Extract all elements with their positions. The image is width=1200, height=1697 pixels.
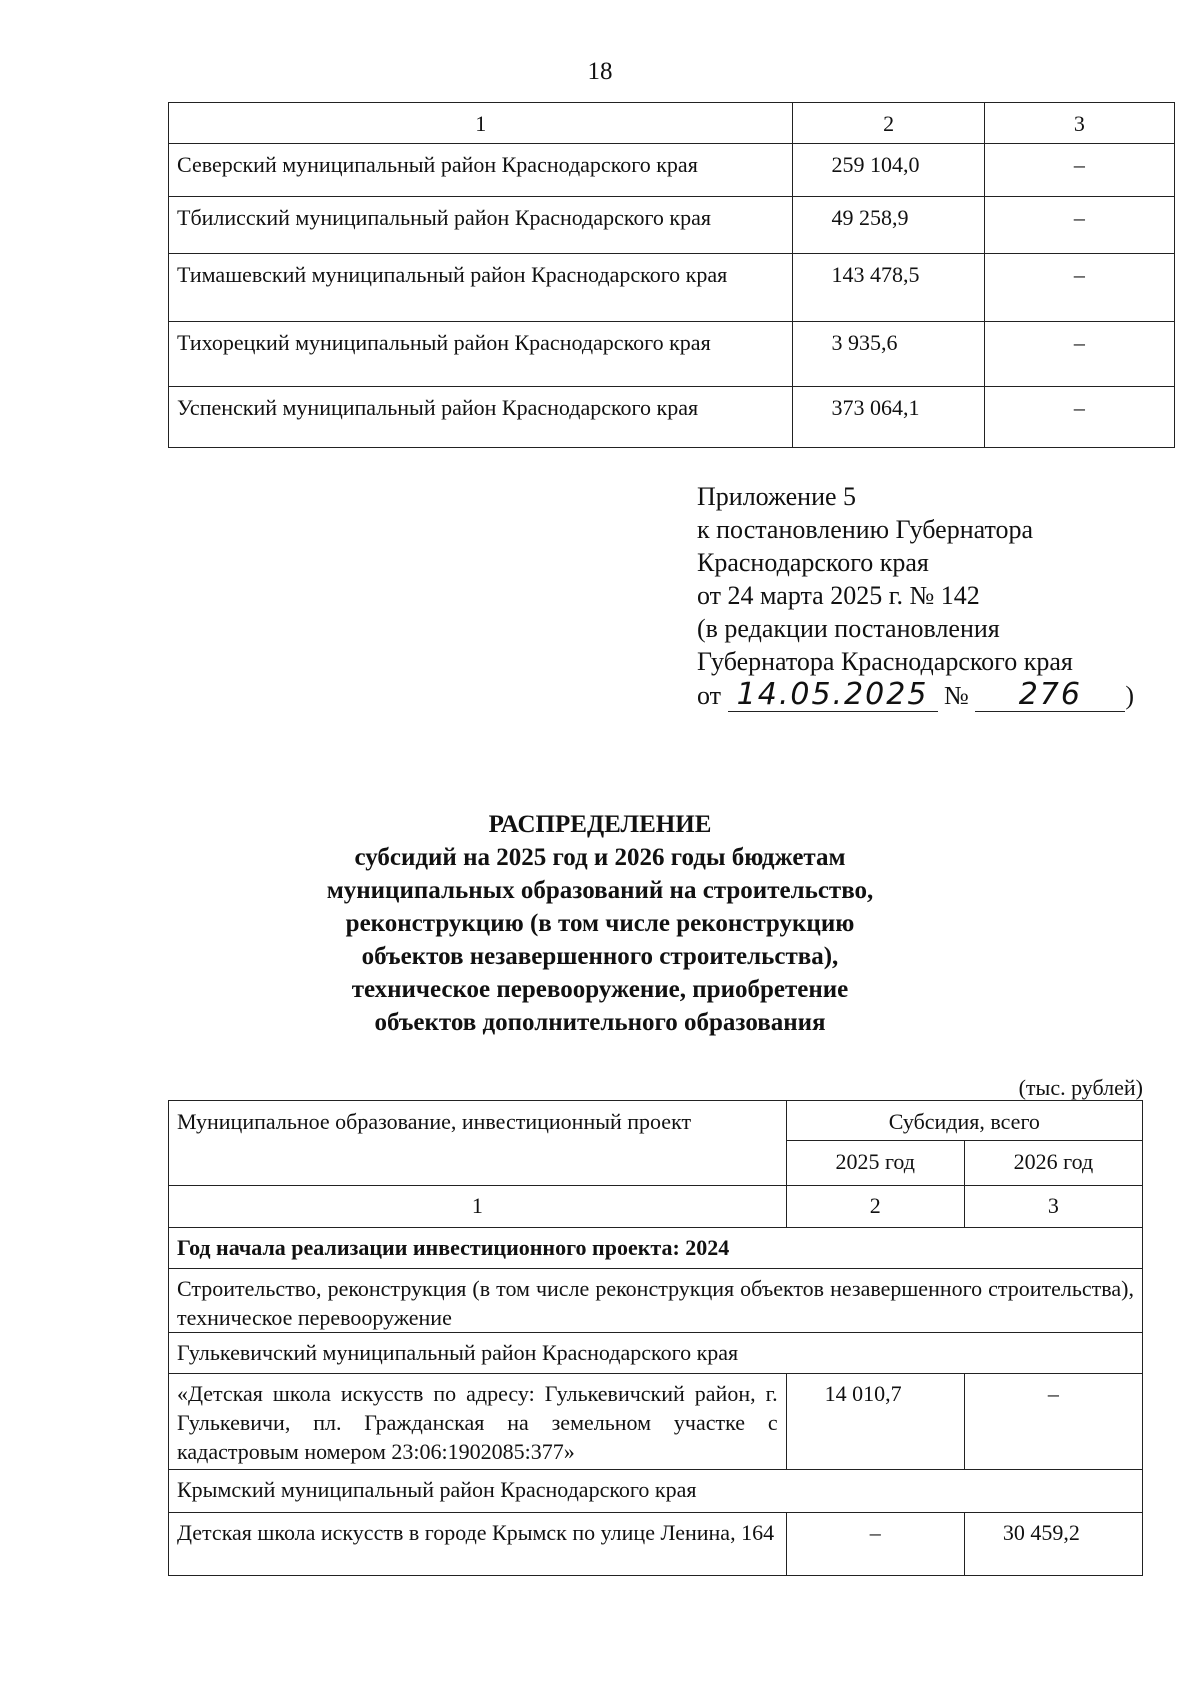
column-number-2: 2 xyxy=(793,103,984,144)
subsidy-2026: – xyxy=(984,387,1174,448)
group-row xyxy=(169,1470,1143,1513)
title-line: объектов незавершенного строительства), xyxy=(361,943,839,970)
subsidy-2026: – xyxy=(984,197,1174,254)
group-row xyxy=(169,1333,1143,1374)
title-line: техническое перевооружение, приобретение xyxy=(351,976,849,1003)
column-number-1: 1 xyxy=(169,1186,787,1228)
column-number-3: 3 xyxy=(964,1186,1142,1228)
column-header-municipality: Муниципальное образование, инвестиционный проект xyxy=(169,1101,787,1186)
subsection-row xyxy=(169,1269,1143,1333)
subsidy-2026: 30 459,2 xyxy=(964,1513,1142,1576)
subsidy-2025: 49 258,9 xyxy=(793,197,984,254)
section-title: Год начала реализации инвестиционного проекта: 2024 xyxy=(169,1228,1143,1269)
handwritten-number: 276 xyxy=(975,678,1125,712)
table-row xyxy=(169,254,1175,322)
table-row xyxy=(169,322,1175,387)
table-row xyxy=(169,1374,1143,1470)
closing-paren: ) xyxy=(1125,681,1135,710)
group-title: Гулькевичский муниципальный район Краснодарского края xyxy=(169,1333,1143,1374)
title-line: субсидий на 2025 год и 2026 годы бюджетам xyxy=(354,844,846,871)
subsidy-2026: – xyxy=(984,322,1174,387)
district-name: Северский муниципальный район Краснодарского края xyxy=(169,144,793,197)
subsidy-2026: – xyxy=(984,254,1174,322)
subsidy-2026: – xyxy=(964,1374,1142,1470)
table-row xyxy=(169,144,1175,197)
subsidy-2025: – xyxy=(786,1513,964,1576)
subsidy-2025: 14 010,7 xyxy=(786,1374,964,1470)
subsidy-2025: 373 064,1 xyxy=(793,387,984,448)
title-heading: РАСПРЕДЕЛЕНИЕ xyxy=(488,811,712,838)
units-label: (тыс. рублей) xyxy=(1018,1075,1143,1100)
column-header-2025: 2025 год xyxy=(786,1141,964,1186)
continuation-table xyxy=(168,102,1175,448)
distribution-table xyxy=(168,1100,1143,1576)
district-name: Успенский муниципальный район Краснодарского края xyxy=(169,387,793,448)
appendix-line: Краснодарского края xyxy=(697,548,929,577)
from-label: от xyxy=(697,681,722,710)
appendix-line: от 24 марта 2025 г. № 142 xyxy=(697,581,980,610)
column-header-2026: 2026 год xyxy=(964,1141,1142,1186)
table-row xyxy=(169,387,1175,448)
appendix-line: к постановлению Губернатора xyxy=(697,515,1034,544)
subsidy-2025: 143 478,5 xyxy=(793,254,984,322)
title-line: реконструкцию (в том числе реконструкцию xyxy=(345,910,855,937)
column-number-2: 2 xyxy=(786,1186,964,1228)
number-sign: № xyxy=(944,681,969,710)
title-line: муниципальных образований на строительство, xyxy=(326,877,874,904)
column-header-subsidy: Субсидия, всего xyxy=(786,1101,1142,1141)
district-name: Тихорецкий муниципальный район Краснодарского края xyxy=(169,322,793,387)
document-title xyxy=(0,808,1200,1039)
column-number-1: 1 xyxy=(169,103,793,144)
project-name: Детская школа искусств в городе Крымск по улице Ленина, 164 xyxy=(169,1513,787,1576)
appendix-line: (в редакции постановления xyxy=(697,614,1000,643)
subsidy-2026: – xyxy=(984,144,1174,197)
district-name: Тбилисский муниципальный район Краснодарского края xyxy=(169,197,793,254)
subsidy-2025: 3 935,6 xyxy=(793,322,984,387)
district-name: Тимашевский муниципальный район Краснодарского края xyxy=(169,254,793,322)
handwritten-date: 14.05.2025 xyxy=(728,678,938,712)
project-name: «Детская школа искусств по адресу: Гулькевичский район, г. Гулькевичи, пл. Гражданская на земельном участке с кадастровым номером 23:06:1902085:377» xyxy=(169,1374,787,1470)
table-header-row xyxy=(169,103,1175,144)
column-number-3: 3 xyxy=(984,103,1174,144)
amendment-line xyxy=(697,678,1134,712)
title-line: объектов дополнительного образования xyxy=(374,1009,826,1036)
table-header-row xyxy=(169,1101,1143,1141)
group-title: Крымский муниципальный район Краснодарского края xyxy=(169,1470,1143,1513)
table-row xyxy=(169,1513,1143,1576)
table-row xyxy=(169,197,1175,254)
appendix-line: Приложение 5 xyxy=(697,482,857,511)
subsection-title: Строительство, реконструкция (в том числе реконструкция объектов незавершенного строительства), техническое перевооружение xyxy=(169,1269,1143,1333)
section-row xyxy=(169,1228,1143,1269)
appendix-line: Губернатора Краснодарского края xyxy=(697,647,1073,676)
page-number: 18 xyxy=(587,58,613,85)
appendix-block xyxy=(697,480,1134,712)
column-numbers-row xyxy=(169,1186,1143,1228)
subsidy-2025: 259 104,0 xyxy=(793,144,984,197)
